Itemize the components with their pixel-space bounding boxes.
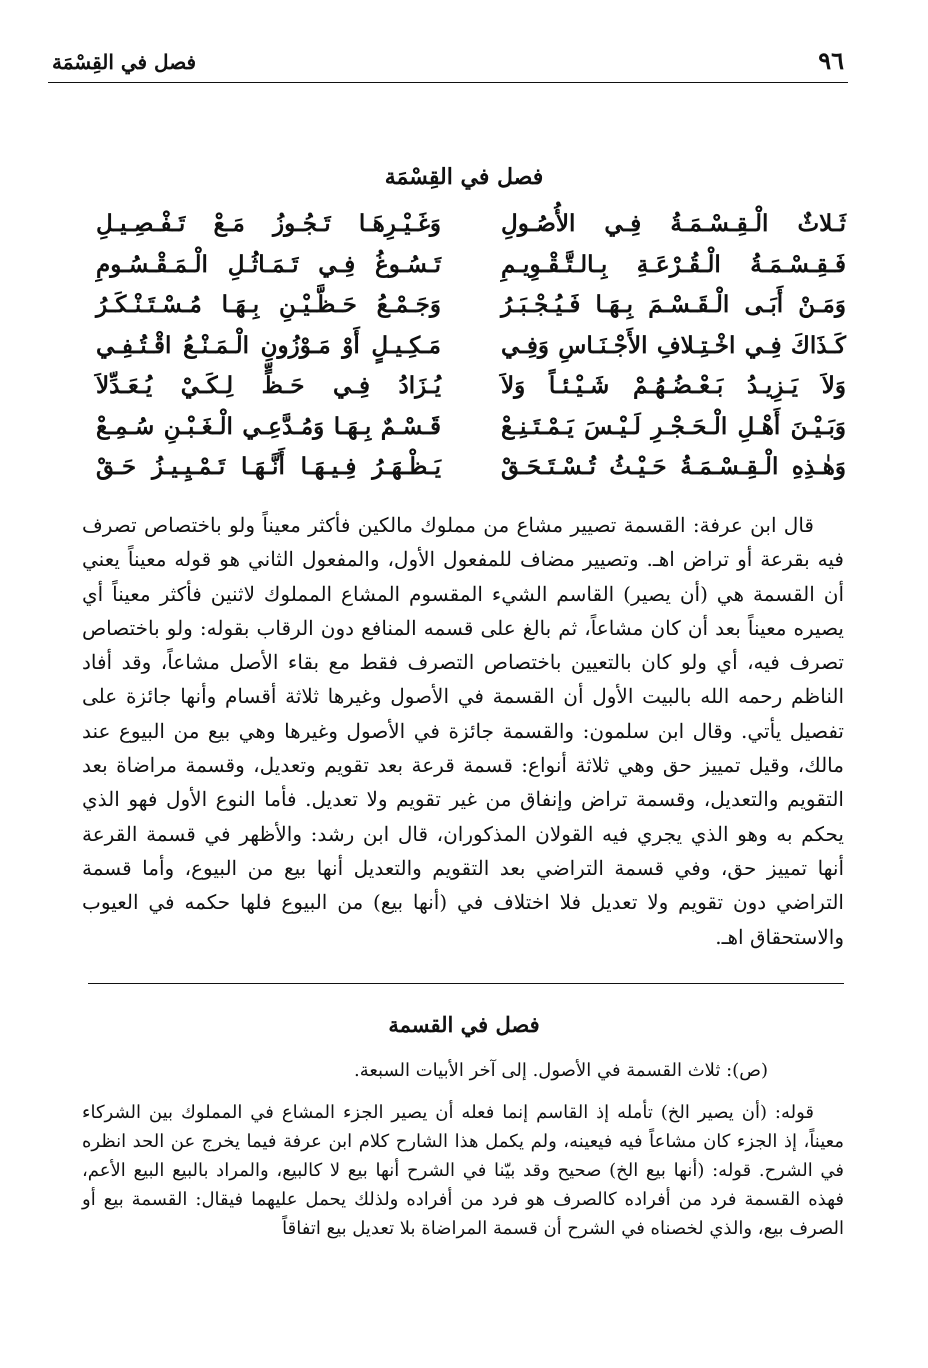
section-title: فصل في القِسْمَة [384,164,544,190]
verse-line [96,210,846,251]
verse-line [96,372,846,413]
verse-line [96,291,846,332]
footnote-divider [88,983,844,984]
gloss-section-title: فصل في القسمة [388,1012,540,1037]
gloss-text [82,1098,844,1243]
verse-first-hemistich: كَـذَاكَ فِـي اخْـتِـلافِ الأَجْـنَـاسِ وَفِـي [501,331,846,359]
verse-second-hemistich: مَـكِـيـلٍ أَوْ مَـوْزُونِ الْـمَـنْـعُ اقْـتُـفِـي [96,331,441,359]
verse-first-hemistich: وَلاَ يَـزِيـدُ بَـعْـضُـهُـمْ شَـيْـئـاً وَلاَ [501,372,846,399]
verse-first-hemistich: فَـقِـسْـمَـةُ الْـقُـرْعَـةِ بِـالـتَّـقْـوِيـمِ [501,250,846,278]
verse-line [96,251,846,292]
verse-first-hemistich: وَبَـيْـنَ أَهْـلِ الْـحَـجْـرِ لَـيْـسَ يَـمْـتَـنِـعْ [501,412,846,440]
verse-second-hemistich: يُـزَادُ فِـي حَـظٍّ لِـكَـيْ يُـعَـدِّلاَ [96,372,441,399]
running-header [48,40,848,83]
commentary-text [82,508,844,954]
verse-second-hemistich: وَغَـيْـرِهَـا تَـجُـوزُ مَـعْ تَـفْـصِـيـلِ [96,210,441,237]
gloss-lead-line: (ص): ثلاث القسمة في الأصول. إلى آخر الأبيات السبعة. [353,1060,768,1081]
verse-second-hemistich: يَـظْـهَـرُ فِـيـهَـا أَنَّـهَـا تَـمْـيِـيـزُ حَـقْ [96,453,441,480]
verse-line [96,413,846,454]
poem-verses [96,210,846,494]
verse-first-hemistich: وَهٰـذِهِ الْـقِـسْـمَـةُ حَـيْـثُ تُـسْـتَـحَـقْ [501,453,846,480]
gloss-paragraph: قوله: (أن يصير الخ) تأمله إذ القاسم إنما فعله أن يصير الجزء المشاع في المملوك بين الشركاء معيناً، إذ الجزء كان مشاعاً فيه فيعينه، ولم يكمل هذا الشارح كلام ابن عرفة فيما يخرج عن الحد انظره في الشرح. قوله: (أنها بيع الخ) صحيح وقد بيّنا في الشرح أنها بيع لا كالبيع، والمراد بالبيع البيع الأعم، فهذه القسمة فرد من أفراده كالصرف هو فرد من أفراده ولذلك يحمل عليهما فيقال: القسمة بيع أو الصرف بيع، والذي لخصناه في الشرح أن قسمة المراضاة بلا تعديل بيع اتفاقاً [82,1102,844,1239]
verse-first-hemistich: وَمَـنْ أَبَـى الْـقَـسْـمَ بِـهَـا فَـيُـجْـبَـرُ [501,291,846,318]
verse-second-hemistich: قَـسْـمٌ بِـهَـا وَمُـدَّعِـي الْـغَـبْـنِ سُـمِـعْ [96,412,441,440]
verse-second-hemistich: وَجَـمْـعُ حَـظَّـيْـنِ بِـهَـا مُـسْـتَـنْـكَـرُ [96,291,441,318]
running-header-title: فصل في القِسْمَة [52,50,197,74]
verse-line [96,453,846,494]
verse-second-hemistich: تَـسُـوغُ فِـي تَـمَـاثُـلِ الْـمَـقْـسُـومِ [96,250,441,278]
verse-first-hemistich: ثَـلاثٌ الْـقِـسْـمَـةُ فِـي الأُصُـولِ [501,210,846,237]
commentary-paragraph: قال ابن عرفة: القسمة تصيير مشاع من مملوك مالكين فأكثر معيناً ولو باختصاص تصرف فيه بقرعة أو تراض اهـ. وتصيير مضاف للمفعول الأول، والمفعول الثاني هو قوله معيناً يعني أن القسمة هي (أن يصير) القاسم الشيء المقسوم المشاع المملوك لاثنين فأكثر معيناً أي يصيره معيناً بعد أن كان مشاعاً، ثم بالغ على قسمه المنافع دون الرقاب بقوله: ولو باختصاص تصرف فيه، أي ولو كان بالتعيين باختصاص التصرف فقط مع بقاء الأصل مشاعاً، وقد أفاد الناظم رحمه الله بالبيت الأول أن القسمة في الأصول وغيرها ثلاثة أقسام وأنها جائزة على تفصيل يأتي. وقال ابن سلمون: والقسمة جائزة في الأصول وغيرها وهي بيع من البيوع عند مالك، وقيل تمييز حق وهي ثلاثة أنواع: قسمة قرعة بعد تقويم وتعديل، وقسمة مراضاة بعد التقويم والتعديل، وقسمة تراض وإنفاق من غير تقويم ولا تعديل. فأما النوع الأول فهو الذي يحكم به وهو الذي يجري فيه القولان المذكوران، قال ابن رشد: والأظهر في قسمة القرعة أنها تمييز حق، وفي قسمة التراضي بعد التقويم والتعديل أنها بيع من البيوع، وأما قسمة التراضي دون تقويم ولا تعديل فلا اختلاف في (أنها بيع) من البيوع فلها حكمه في العيوب والاستحقاق اهـ. [82,513,845,949]
page-number: ٩٦ [818,46,844,75]
verse-line [96,332,846,373]
